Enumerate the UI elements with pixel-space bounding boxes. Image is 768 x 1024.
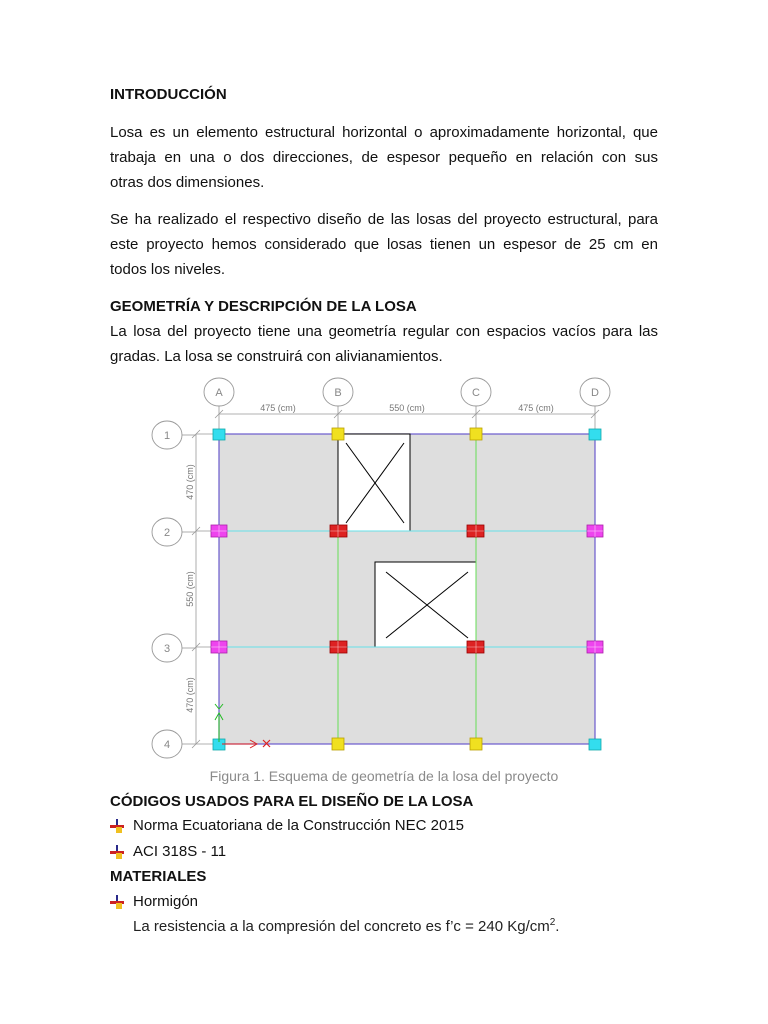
bullet-icon [110,895,124,909]
column-corner [213,429,225,440]
concrete-strength-text [133,917,559,935]
figure-caption: Figura 1. Esquema de geometría de la losa del proyecto [209,768,559,784]
text-line: trabaja en una o dos direcciones, de espesor pequeño en relación con sus [110,149,658,166]
geometry-heading: GEOMETRÍA Y DESCRIPCIÓN DE LA LOSA [110,298,417,315]
list-item [110,817,464,834]
axis-label-1: 1 [163,430,171,442]
column-edge [470,738,482,750]
dimension-label-y: 470 (cm) [185,464,195,500]
axis-label-b: B [334,387,342,399]
axis-label-3: 3 [163,643,171,655]
slab-geometry-figure [0,370,768,760]
axis-label-a: A [215,387,223,399]
concrete-strength-label: La resistencia a la compresión del concreto es f’c = 240 Kg/cm [133,918,550,935]
dimension-label-x: 550 (cm) [389,403,425,413]
superscript: 2 [549,917,556,928]
axis-label-d: D [591,387,599,399]
text-line: este proyecto hemos considerado que losas tienen un espesor de 25 cm en [110,236,658,253]
code-item-label: ACI 318S - 11 [133,843,227,860]
column-corner [589,739,601,750]
material-item-label: Hormigón [133,893,199,910]
axis-label-c: C [472,387,480,399]
text-line: otras dos dimensiones. [110,174,265,191]
text-line: todos los niveles. [110,261,226,278]
bullet-icon [110,819,124,833]
intro-paragraph-1 [110,120,658,195]
materials-heading: MATERIALES [110,868,207,885]
column-edge [332,428,344,440]
dimension-label-y: 470 (cm) [185,677,195,713]
dimension-label-y: 550 (cm) [185,571,195,607]
text-line: Losa es un elemento estructural horizontal o aproximadamente horizontal, que [110,124,658,141]
dimension-label-x: 475 (cm) [260,403,296,413]
geometry-paragraph [110,319,658,369]
axis-label-2: 2 [163,527,171,539]
code-item-label: Norma Ecuatoriana de la Construcción NEC 2015 [133,817,465,834]
column-corner [589,429,601,440]
dimension-label-x: 475 (cm) [518,403,554,413]
bullet-icon [110,845,124,859]
text-line: Se ha realizado el respectivo diseño de las losas del proyecto estructural, para [110,211,658,228]
list-item [110,843,226,860]
intro-heading: INTRODUCCIÓN [110,86,227,103]
intro-paragraph-2 [110,207,658,282]
list-item [110,893,198,910]
column-edge [332,738,344,750]
text-line: gradas. La losa se construirá con alivianamientos. [110,348,443,365]
sentence-end: . [555,918,560,935]
axis-label-4: 4 [163,739,171,751]
text-line: La losa del proyecto tiene una geometría regular con espacios vacíos para las [110,323,658,340]
codes-heading: CÓDIGOS USADOS PARA EL DISEÑO DE LA LOSA [110,793,474,810]
column-edge [470,428,482,440]
